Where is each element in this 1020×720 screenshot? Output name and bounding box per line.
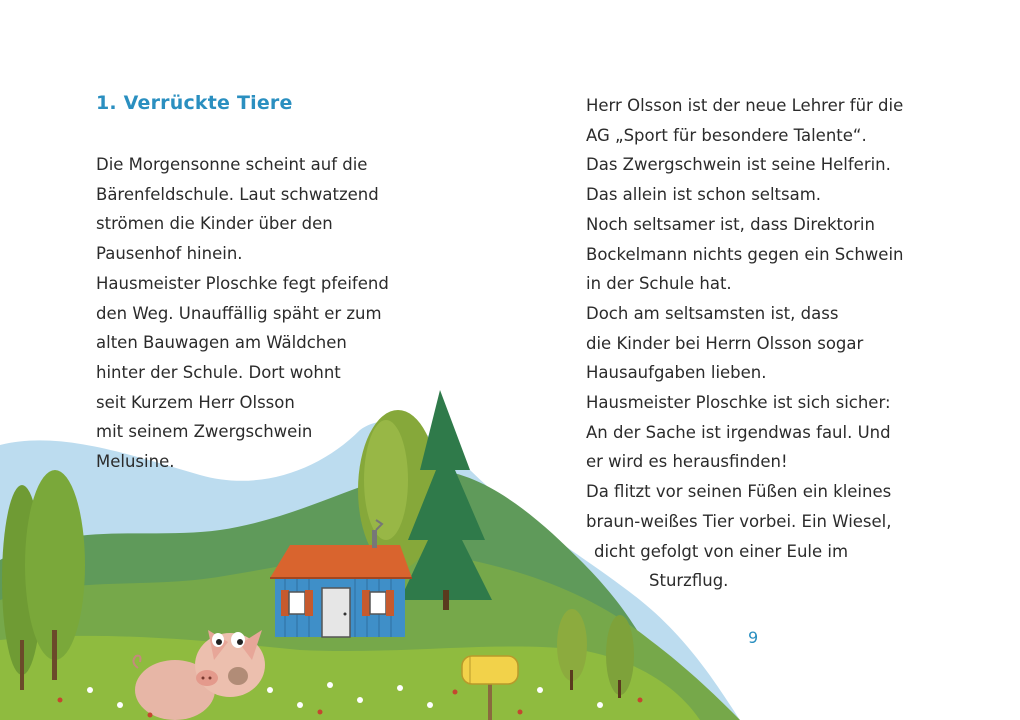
text-line: Hausaufgaben lieben. (586, 363, 767, 383)
text-line: An der Sache ist irgendwas faul. Und (586, 422, 891, 442)
text-line: Hausmeister Ploschke ist sich sicher: (586, 393, 891, 413)
text-line: mit seinem Zwergschwein (96, 422, 313, 442)
text-line: Noch seltsamer ist, dass Direktorin (586, 214, 875, 234)
text-line: Herr Olsson ist der neue Lehrer für die (586, 96, 904, 115)
text-line: Das Zwergschwein ist seine Helferin. (586, 155, 891, 175)
text-line: Das allein ist schon seltsam. (586, 185, 822, 205)
text-line: er wird es herausfinden! (586, 452, 788, 472)
text-line: Bockelmann nichts gegen ein Schwein (586, 244, 904, 264)
text-line: AG „Sport für besondere Talente“. (586, 125, 867, 145)
text-line: die Kinder bei Herrn Olsson sogar (586, 333, 864, 353)
right-text-column (586, 91, 904, 596)
text-line: alten Bauwagen am Wäldchen (96, 333, 347, 353)
text-line: in der Schule hat. (586, 274, 732, 294)
text-line: Doch am seltsamsten ist, dass (586, 303, 839, 323)
chapter-title: 1. Verrückte Tiere (96, 92, 293, 114)
text-line: hinter der Schule. Dort wohnt (96, 362, 341, 382)
text-line: dicht gefolgt von einer Eule im (594, 541, 849, 561)
text-line: Da flitzt vor seinen Füßen ein kleines (586, 482, 892, 502)
left-text-column (96, 150, 389, 477)
text-line: Die Morgensonne scheint auf die (96, 155, 368, 174)
text-line: Melusine. (96, 452, 175, 472)
page-number: 9 (748, 628, 759, 647)
text-line: Pausenhof hinein. (96, 244, 243, 264)
text-line: den Weg. Unauffällig späht er zum (96, 303, 382, 323)
text-line: seit Kurzem Herr Olsson (96, 392, 295, 412)
text-line: Bärenfeldschule. Laut schwatzend (96, 184, 379, 204)
text-line: strömen die Kinder über den (96, 214, 333, 234)
text-line: Sturzflug. (649, 571, 729, 591)
text-line: Hausmeister Ploschke fegt pfeifend (96, 273, 389, 293)
text-line: braun-weißes Tier vorbei. Ein Wiesel, (586, 511, 892, 531)
